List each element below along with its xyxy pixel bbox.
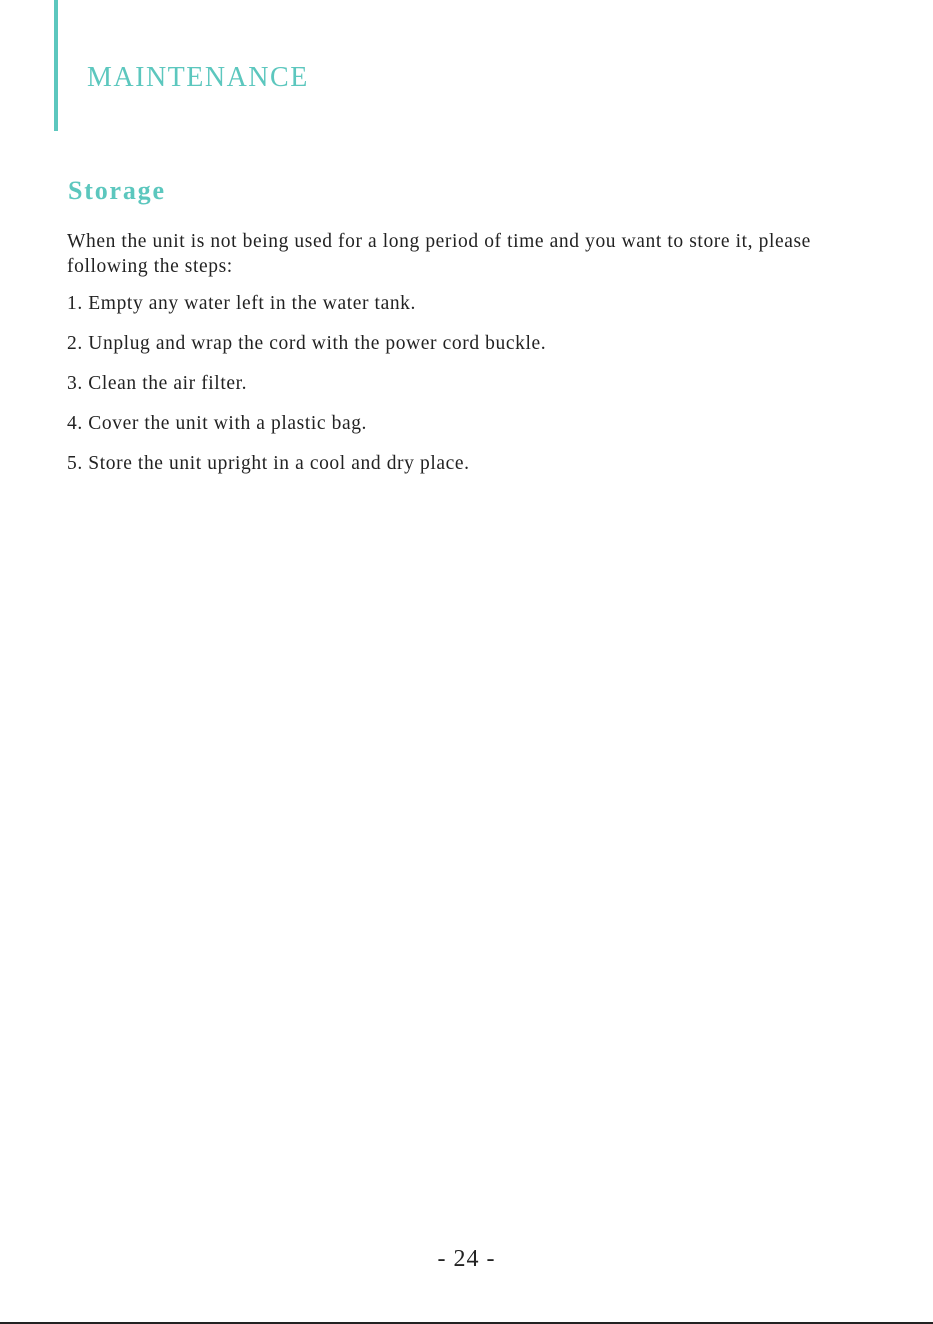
section-accent-bar bbox=[54, 0, 58, 131]
storage-heading: Storage bbox=[68, 176, 166, 205]
storage-steps-list bbox=[67, 291, 546, 491]
storage-step: 3. Clean the air filter. bbox=[67, 373, 248, 394]
page-number: - 24 - bbox=[437, 1246, 496, 1272]
storage-step: 4. Cover the unit with a plastic bag. bbox=[67, 413, 368, 434]
storage-intro-paragraph: When the unit is not being used for a long period of time and you want to store it, please following the steps: bbox=[67, 231, 811, 277]
section-title: MAINTENANCE bbox=[87, 62, 309, 93]
storage-step: 2. Unplug and wrap the cord with the power cord buckle. bbox=[67, 333, 547, 354]
storage-step: 5. Store the unit upright in a cool and dry place. bbox=[67, 453, 470, 474]
storage-step: 1. Empty any water left in the water tank. bbox=[67, 293, 417, 314]
